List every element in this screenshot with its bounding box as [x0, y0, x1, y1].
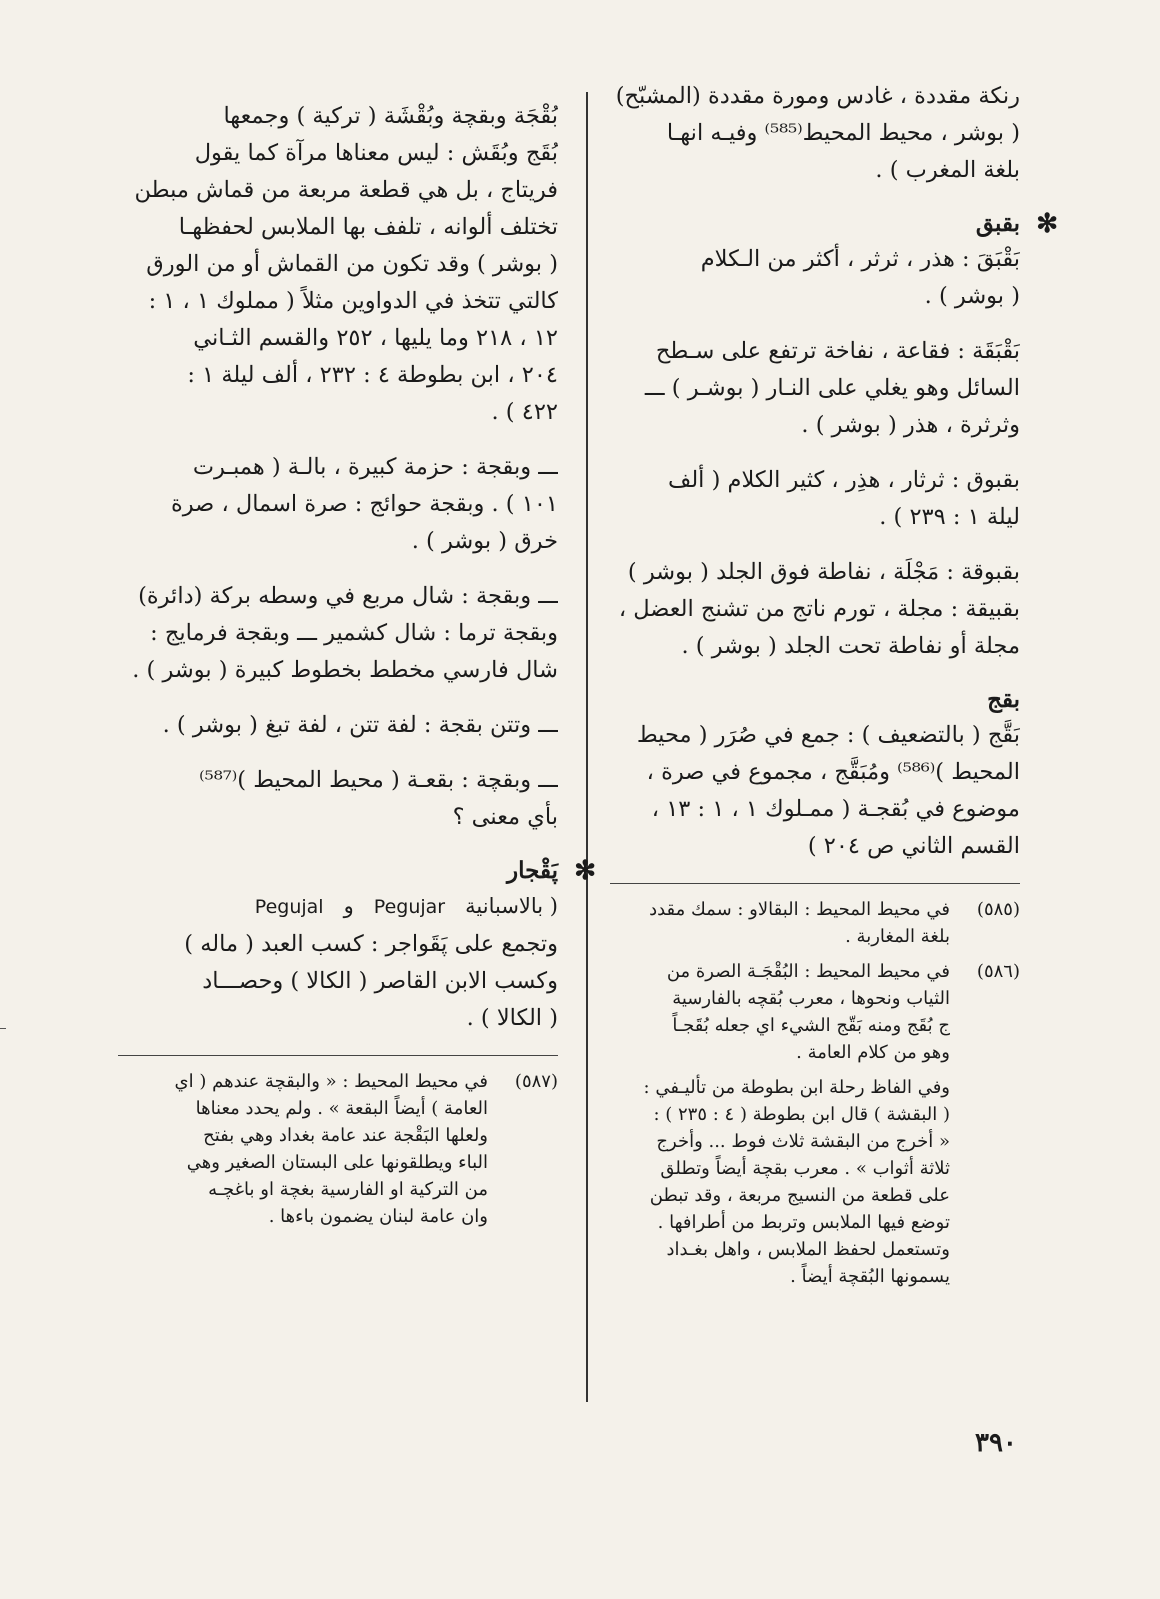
text-line: ولعلها البَقْجة عند عامة بغداد وهي بفتح	[203, 1125, 488, 1146]
footnote-line: ج بُقَج ومنه بَقّج الشيء اي جعله بُقَجـاً	[672, 1015, 950, 1036]
entry-tutun	[118, 707, 558, 744]
text-line: ٢٠٤ ، ابن بطوطة ٤ : ٢٣٢ ، ألف ليلة ١ :	[187, 362, 558, 388]
entry-baqbaqa	[610, 333, 1020, 444]
text-line: وبقجة ترما : شال كشمير ـــ وبقجة فرمايج :	[150, 620, 558, 646]
footnote-line: يسمونها البُقچة أيضاً .	[790, 1266, 950, 1287]
footnote-line: وفي الفاظ رحلة ابن بطوطة من تأليـفي :	[643, 1077, 950, 1098]
text-line: من التركية او الفارسية بغچة او باغچـه	[208, 1179, 488, 1200]
text-line: وتجمع على پَقَواجر : كسب العبد ( ماله )	[184, 931, 558, 957]
text-line: كالتي تتخذ في الدواوين مثلاً ( مملوك ١ ، ١ :	[148, 288, 558, 314]
footnote-587	[118, 1068, 558, 1230]
text-line: بَقْبَقَة : فقاعة ، نفاخة ترتفع على سـطح	[655, 338, 1020, 364]
margin-tick	[0, 1028, 6, 1029]
text-line: وكسب الابن القاصر ( الكالا ) وحصـــاد	[202, 968, 558, 994]
text-line: العامة ) أيضاً البقعة » . ولم يحدد معناها	[195, 1098, 488, 1119]
text-line: موضوع في بُقجـة ( ممـلوك ١ ، ١ : ١٣ ،	[651, 796, 1020, 822]
footnote-number: (٥٨٥)	[976, 899, 1020, 920]
text-line: بأي معنى ؟	[452, 804, 558, 830]
text-line: ـــ وبقچة : بقعـة ( محيط المحيط )⁽⁵⁸⁷⁾	[199, 767, 558, 793]
text-line: تختلف ألوانه ، تلفف بها الملابس لحفظهـا	[178, 214, 558, 240]
text-line: بقبيقة : مجلة ، تورم ناتج من تشنج العضل ،	[618, 596, 1020, 622]
intro-entry	[610, 78, 1020, 189]
footnote-number: (٥٨٦)	[976, 961, 1020, 982]
footnote-line: ( البقشة ) قال ابن بطوطة ( ٤ : ٢٣٥ ) :	[653, 1104, 950, 1125]
text-line: شال فارسي مخطط بخطوط كبيرة ( بوشر ) .	[132, 657, 558, 683]
left-column	[118, 98, 596, 1238]
heading-baqaj: بقج	[987, 686, 1020, 713]
text-line: في محيط المحيط : « والبقچة عندهم ( اي	[174, 1071, 488, 1092]
text-line: ـــ وبقجة : حزمة كبيرة ، بالـة ( همبـرت	[192, 454, 558, 480]
entry-baqbaq	[610, 241, 1020, 315]
text-line: وثرثرة ، هذر ( بوشر ) .	[801, 412, 1020, 438]
text-line: ( الكالا ) .	[466, 1005, 558, 1031]
entry-buqja	[118, 98, 558, 431]
text-line: بقبوق : ثرثار ، هذِر ، كثير الكلام ( ألف	[668, 467, 1020, 493]
text-line: رنكة مقددة ، غادس ومورة مقددة (المشبّح)	[615, 83, 1020, 109]
text-line: ( بوشر ) وقد تكون من القماش أو من الورق	[146, 251, 558, 277]
footnote-line: توضع فيها الملابس وتربط من أطرافها .	[657, 1212, 950, 1233]
footnote-line: في محيط المحيط : البُقْجَـة الصرة من	[666, 961, 950, 982]
footnote-line: في محيط المحيط : البقالاو : سمك مقدد	[649, 899, 950, 920]
entry-baqaj	[610, 717, 1020, 865]
text-line: بَقَّج ( بالتضعيف ) : جمع في صُرَر ( محيط	[636, 722, 1020, 748]
entry-shal	[118, 578, 558, 689]
text-line: ٤٢٢ ) .	[491, 399, 558, 425]
heading-peqjar: ✻ پَقْجار	[507, 856, 596, 886]
asterisk-icon: ✻	[1036, 209, 1058, 239]
text-line: ( بوشر ) .	[924, 283, 1020, 309]
footnote-line: « أخرج من البقشة ثلاث فوط ... وأخرج	[656, 1131, 950, 1152]
text-line: ( بوشر ، محيط المحيط⁽⁵⁸⁵⁾ وفيـه انهـا	[666, 120, 1020, 146]
text-line: وان عامة لبنان يضمون باءها .	[268, 1206, 488, 1227]
text-line: مجلة أو نفاطة تحت الجلد ( بوشر ) .	[681, 633, 1020, 659]
entry-buqa	[118, 762, 558, 836]
peqjar-spanish-line: ( بالاسبانية Pegujar و Pegujal	[254, 894, 558, 918]
footnote-number: (٥٨٧)	[514, 1071, 558, 1092]
footnote-line: وهو من كلام العامة .	[796, 1042, 950, 1063]
footnote-line: بلغة المغاربة .	[845, 926, 950, 947]
text-line: فريتاج ، بل هي قطعة مربعة من قماش مبطن	[134, 177, 558, 203]
text-line: بُقَج وبُقَش : ليس معناها مرآة كما يقول	[194, 140, 558, 166]
footnote-line: على قطعة من النسيج مربعة ، وقد تبطن	[649, 1185, 950, 1206]
text-line: الباء ويطلقونها على البستان الصغير وهي	[186, 1152, 488, 1173]
text-line: بقبوقة : مَجْلَة ، نفاطة فوق الجلد ( بوشر )	[627, 559, 1020, 585]
column-divider	[586, 92, 588, 1402]
entry-peqjar	[118, 888, 558, 1037]
text-line: المحيط )⁽⁵⁸⁶⁾ ومُبَقَّج ، مجموع في صرة ،	[646, 759, 1020, 785]
asterisk-icon: ✻	[574, 856, 596, 886]
text-line: ١٠١ ) . وبقجة حوائج : صرة اسمال ، صرة	[170, 491, 558, 517]
footnote	[610, 896, 1020, 950]
footnote	[610, 1074, 1020, 1290]
footnote-separator	[118, 1055, 558, 1056]
text-line: القسم الثاني ص ٢٠٤ )	[807, 833, 1020, 859]
entry-hazma	[118, 449, 558, 560]
heading-baqbaq: ✻ بقبق	[975, 209, 1058, 239]
text-line: بلغة المغرب ) .	[875, 157, 1020, 183]
text-line: بَقْبَقَ : هذر ، ثرثر ، أكثر من الـكلام	[700, 246, 1020, 272]
entry-baqbuqa	[610, 554, 1020, 665]
peqjar-lines	[118, 926, 558, 1037]
footnote-separator	[610, 883, 1020, 884]
footnote-587-lines	[118, 1068, 488, 1230]
text-line: السائل وهو يغلي على النـار ( بوشـر ) ـــ	[644, 375, 1020, 401]
right-column	[610, 78, 1058, 1298]
text-line: ـــ وبقجة : شال مربع في وسطه بركة (دائرة)	[138, 583, 558, 609]
right-footnotes	[610, 896, 1020, 1290]
text-line: ـــ وتتن بقجة : لفة تتن ، لفة تبغ ( بوشر ) .	[162, 712, 558, 738]
footnote-line: الثياب ونحوها ، معرب بُقچه بالفارسية	[672, 988, 950, 1009]
footnote-line: ثلاثة أثواب » . معرب بقچة أيضاً وتطلق	[660, 1158, 950, 1179]
page-number: ٣٩٠	[975, 1428, 1017, 1458]
footnote-line: وتستعمل لحفظ الملابس ، واهل بغـداد	[666, 1239, 950, 1260]
text-line: ليلة ١ : ٢٣٩ ) .	[879, 504, 1020, 530]
text-line: خرق ( بوشر ) .	[411, 528, 558, 554]
footnote	[610, 958, 1020, 1066]
text-line: بُقْجَة وبقچة وبُقْشَة ( تركية ) وجمعها	[223, 103, 558, 129]
text-line: ١٢ ، ٢١٨ وما يليها ، ٢٥٢ والقسم الثـاني	[193, 325, 558, 351]
entry-baqbuq	[610, 462, 1020, 536]
